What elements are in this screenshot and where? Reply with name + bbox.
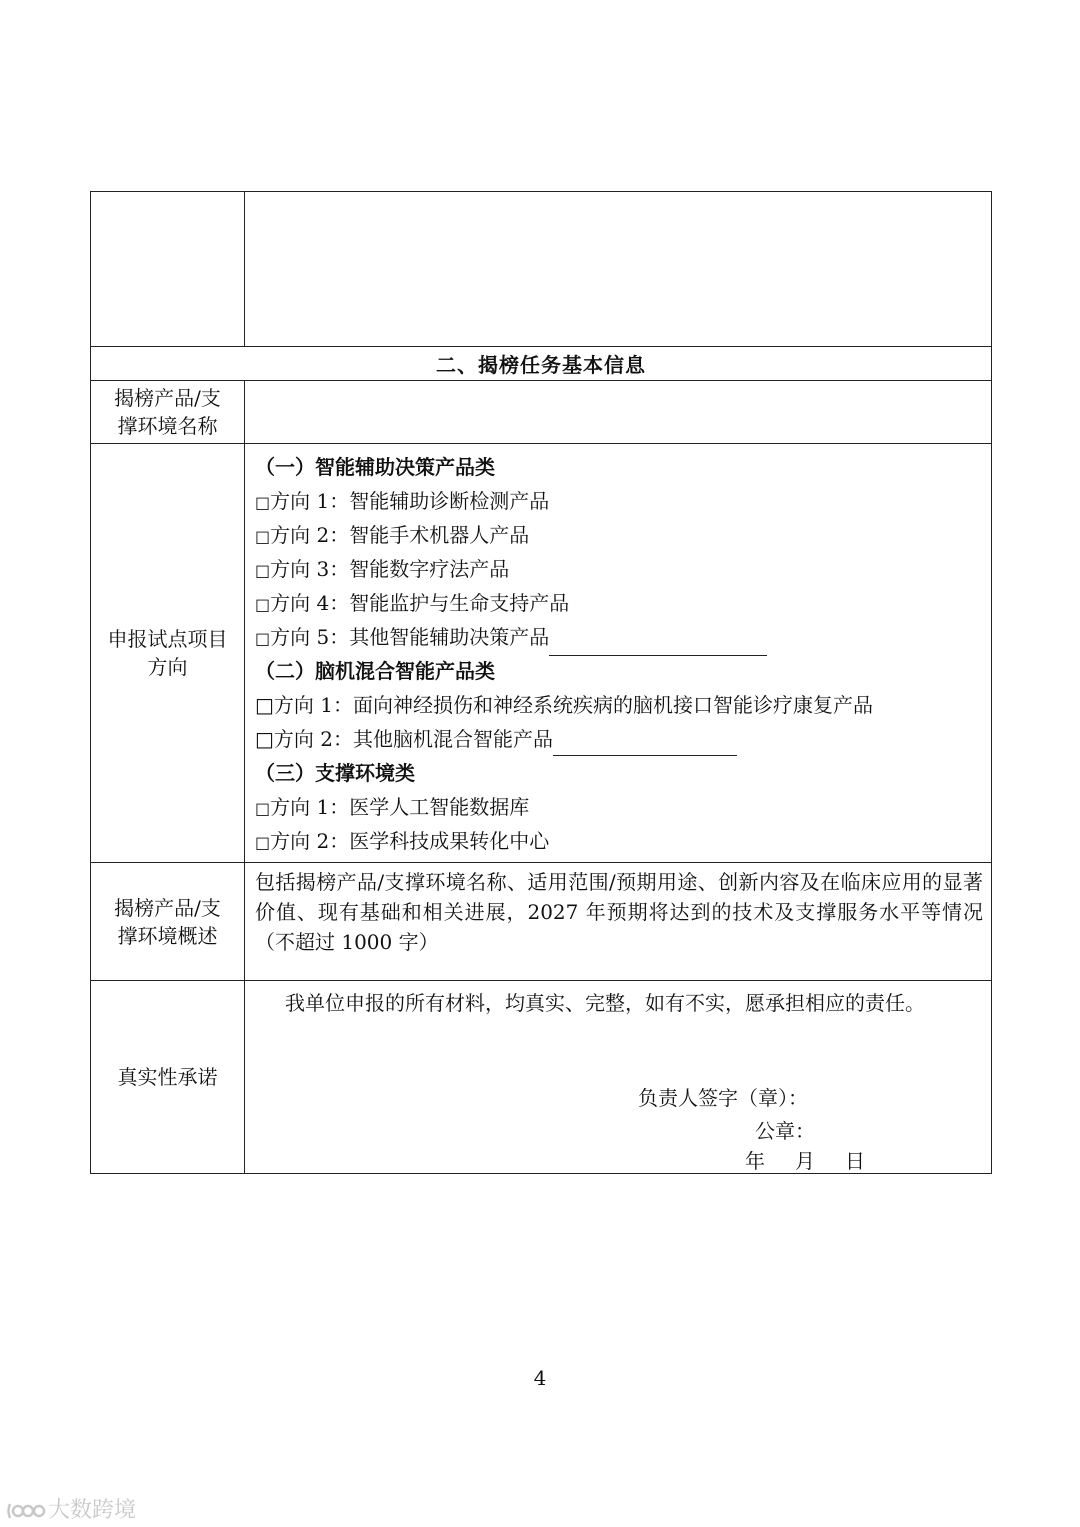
fill-in-blank[interactable]	[549, 631, 767, 656]
checkbox-icon[interactable]: □	[255, 595, 271, 614]
option-1-1[interactable]	[255, 484, 991, 518]
option-2-2[interactable]	[255, 722, 991, 756]
section-header-row	[91, 347, 992, 381]
date-year: 年	[745, 1149, 765, 1173]
checkbox-icon[interactable]: □	[255, 527, 271, 546]
overview-text[interactable]: 包括揭榜产品/支撑环境名称、适用范围/预期用途、创新内容及在临床应用的显著价值、现有基础和相关进展，2027 年预期将达到的技术及支撑服务水平等情况（不超过 1000 字）	[245, 863, 992, 981]
option-1-2[interactable]	[255, 518, 991, 552]
date-month: 月	[795, 1149, 815, 1173]
category-title: （三）支撑环境类	[255, 761, 415, 785]
pledge-label: 真实性承诺	[91, 981, 245, 1174]
option-label: 方向 2：其他脑机混合智能产品	[273, 727, 553, 751]
product-name-row	[91, 381, 992, 444]
section-title: 二、揭榜任务基本信息	[91, 347, 992, 381]
option-label: 方向 2：智能手术机器人产品	[270, 523, 530, 547]
option-label: 方向 2：医学科技成果转化中心	[270, 829, 550, 853]
option-3-1[interactable]	[255, 790, 991, 824]
date-line[interactable]	[745, 1145, 895, 1174]
pledge-text: 我单位申报的所有材料，均真实、完整，如有不实，愿承担相应的责任。	[285, 991, 925, 1015]
option-1-3[interactable]	[255, 552, 991, 586]
watermark-logo-icon	[6, 1499, 48, 1523]
category-title: （二）脑机混合智能产品类	[255, 659, 495, 683]
option-3-2[interactable]	[255, 824, 991, 858]
application-form-table	[90, 191, 992, 1174]
checkbox-icon[interactable]: □	[255, 727, 274, 751]
seal-line[interactable]: 公章：	[755, 1119, 815, 1143]
page-number: 4	[533, 1366, 547, 1390]
date-day: 日	[845, 1149, 865, 1173]
pledge-row	[91, 981, 992, 1174]
direction-options	[245, 444, 992, 863]
overview-row	[91, 863, 992, 981]
option-label: 方向 1：智能辅助诊断检测产品	[270, 489, 550, 513]
top-label-cell	[91, 192, 245, 347]
option-1-4[interactable]	[255, 586, 991, 620]
option-label: 方向 1：面向神经损伤和神经系统疾病的脑机接口智能诊疗康复产品	[273, 693, 873, 717]
checkbox-icon[interactable]: □	[255, 693, 274, 717]
checkbox-icon[interactable]: □	[255, 629, 271, 648]
checkbox-icon[interactable]: □	[255, 561, 271, 580]
checkbox-icon[interactable]: □	[255, 493, 271, 512]
direction-label: 申报试点项目 方向	[91, 444, 245, 863]
fill-in-blank[interactable]	[553, 731, 737, 756]
product-name-field[interactable]	[245, 381, 992, 444]
top-continuation-row	[91, 192, 992, 347]
pledge-cell	[245, 981, 992, 1174]
option-1-5[interactable]	[255, 620, 991, 654]
watermark	[6, 1493, 136, 1524]
product-name-label: 揭榜产品/支 撑环境名称	[91, 381, 245, 444]
option-label: 方向 5：其他智能辅助决策产品	[270, 625, 550, 649]
signature-line[interactable]: 负责人签字（章）：	[638, 1086, 808, 1110]
option-label: 方向 1：医学人工智能数据库	[270, 795, 530, 819]
checkbox-icon[interactable]: □	[255, 833, 271, 852]
watermark-text: 大数跨境	[48, 1498, 137, 1523]
direction-row	[91, 444, 992, 863]
option-2-1[interactable]	[255, 688, 991, 722]
top-content-cell	[245, 192, 992, 347]
option-label: 方向 4：智能监护与生命支持产品	[270, 591, 570, 615]
overview-label: 揭榜产品/支 撑环境概述	[91, 863, 245, 981]
option-label: 方向 3：智能数字疗法产品	[270, 557, 510, 581]
category-title: （一）智能辅助决策产品类	[255, 455, 495, 479]
checkbox-icon[interactable]: □	[255, 799, 271, 818]
